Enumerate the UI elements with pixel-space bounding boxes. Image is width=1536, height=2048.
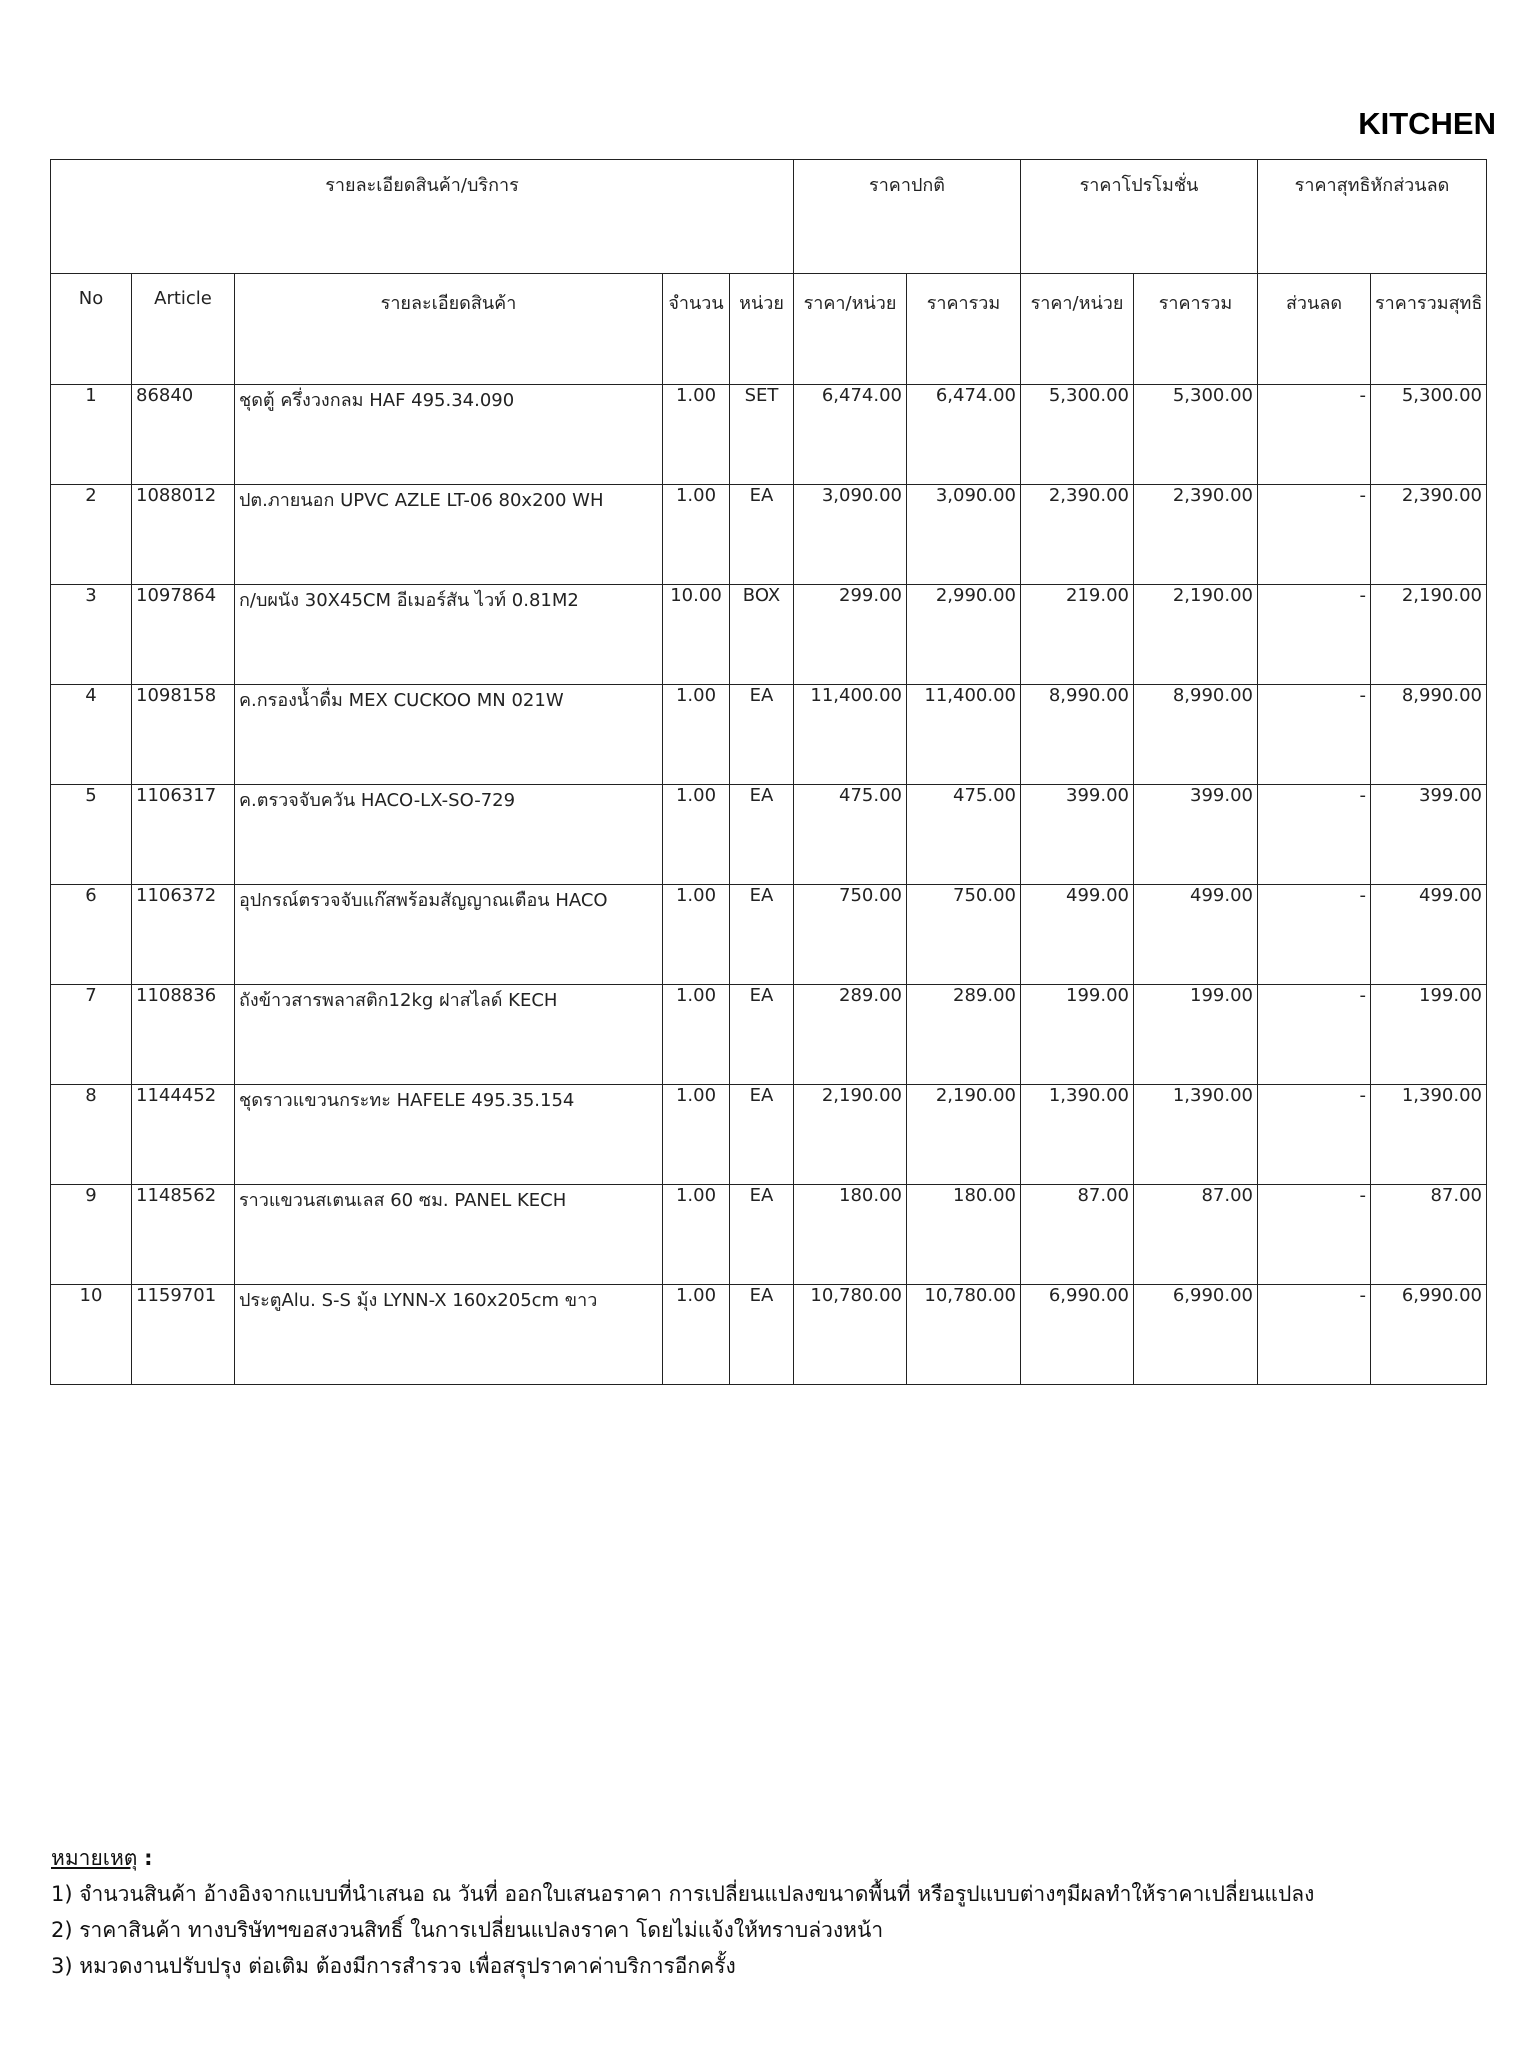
- cell-promo-total: 2,190.00: [1134, 585, 1258, 685]
- cell-qty: 1.00: [663, 1285, 730, 1385]
- cell-promo-total: 199.00: [1134, 985, 1258, 1085]
- cell-discount: -: [1258, 1085, 1371, 1185]
- cell-reg-total: 750.00: [907, 885, 1021, 985]
- cell-unit: EA: [730, 685, 794, 785]
- cell-net-total: 499.00: [1371, 885, 1487, 985]
- cell-description: ค.ตรวจจับควัน HACO-LX-SO-729: [235, 785, 663, 885]
- cell-reg-total: 475.00: [907, 785, 1021, 885]
- group-header-net-price: ราคาสุทธิหักส่วนลด: [1258, 160, 1487, 274]
- cell-article: 1088012: [132, 485, 235, 585]
- cell-no: 5: [51, 785, 132, 885]
- cell-unit: EA: [730, 1285, 794, 1385]
- cell-qty: 1.00: [663, 685, 730, 785]
- group-header-regular-price: ราคาปกติ: [794, 160, 1021, 274]
- cell-no: 8: [51, 1085, 132, 1185]
- col-header-no: No: [51, 274, 132, 385]
- cell-article: 1144452: [132, 1085, 235, 1185]
- cell-reg-total: 6,474.00: [907, 385, 1021, 485]
- cell-promo-total: 5,300.00: [1134, 385, 1258, 485]
- cell-article: 1108836: [132, 985, 235, 1085]
- cell-discount: -: [1258, 485, 1371, 585]
- cell-description: อุปกรณ์ตรวจจับแก๊สพร้อมสัญญาณเตือน HACO: [235, 885, 663, 985]
- cell-unit: EA: [730, 985, 794, 1085]
- cell-net-total: 2,190.00: [1371, 585, 1487, 685]
- cell-reg-unit-price: 2,190.00: [794, 1085, 907, 1185]
- cell-promo-unit-price: 6,990.00: [1021, 1285, 1134, 1385]
- cell-discount: -: [1258, 785, 1371, 885]
- cell-reg-total: 2,190.00: [907, 1085, 1021, 1185]
- note-item: 3) หมวดงานปรับปรุง ต่อเติม ต้องมีการสำรวจ เพื่อสรุปราคาค่าบริการอีกครั้ง: [51, 1954, 736, 1978]
- cell-promo-total: 2,390.00: [1134, 485, 1258, 585]
- column-header-row: [51, 274, 1487, 385]
- table-row: [51, 385, 1487, 485]
- cell-discount: -: [1258, 585, 1371, 685]
- cell-discount: -: [1258, 385, 1371, 485]
- note-item: 1) จำนวนสินค้า อ้างอิงจากแบบที่นำเสนอ ณ วันที่ ออกใบเสนอราคา การเปลี่ยนแปลงขนาดพื้นที่ หรือรูปแบบต่างๆมีผลทำให้ราคาเปลี่ยนแปลง: [51, 1882, 1315, 1906]
- cell-qty: 10.00: [663, 585, 730, 685]
- table-row: [51, 785, 1487, 885]
- cell-article: 1159701: [132, 1285, 235, 1385]
- note-item: 2) ราคาสินค้า ทางบริษัทฯขอสงวนสิทธิ์ ในการเปลี่ยนแปลงราคา โดยไม่แจ้งให้ทราบล่วงหน้า: [51, 1918, 884, 1942]
- notes-heading: [51, 1840, 1314, 1876]
- cell-no: 7: [51, 985, 132, 1085]
- cell-description: ก/บผนัง 30X45CM อีเมอร์สัน ไวท์ 0.81M2: [235, 585, 663, 685]
- cell-net-total: 6,990.00: [1371, 1285, 1487, 1385]
- cell-article: 1098158: [132, 685, 235, 785]
- cell-promo-total: 399.00: [1134, 785, 1258, 885]
- cell-unit: EA: [730, 885, 794, 985]
- cell-net-total: 2,390.00: [1371, 485, 1487, 585]
- col-header-discount: ส่วนลด: [1258, 274, 1371, 385]
- cell-promo-total: 499.00: [1134, 885, 1258, 985]
- cell-no: 6: [51, 885, 132, 985]
- table-row: [51, 885, 1487, 985]
- cell-unit: SET: [730, 385, 794, 485]
- cell-reg-unit-price: 475.00: [794, 785, 907, 885]
- col-header-reg-total: ราคารวม: [907, 274, 1021, 385]
- col-header-qty: จำนวน: [663, 274, 730, 385]
- table-row: [51, 685, 1487, 785]
- cell-no: 10: [51, 1285, 132, 1385]
- cell-reg-unit-price: 6,474.00: [794, 385, 907, 485]
- cell-discount: -: [1258, 1185, 1371, 1285]
- cell-reg-unit-price: 289.00: [794, 985, 907, 1085]
- cell-reg-unit-price: 11,400.00: [794, 685, 907, 785]
- cell-reg-total: 11,400.00: [907, 685, 1021, 785]
- cell-net-total: 87.00: [1371, 1185, 1487, 1285]
- cell-reg-unit-price: 3,090.00: [794, 485, 907, 585]
- col-header-unit: หน่วย: [730, 274, 794, 385]
- notes-title: หมายเหตุ: [51, 1846, 138, 1870]
- cell-description: ประตูAlu. S-S มุ้ง LYNN-X 160x205cm ขาว: [235, 1285, 663, 1385]
- cell-article: 1148562: [132, 1185, 235, 1285]
- cell-discount: -: [1258, 985, 1371, 1085]
- cell-reg-total: 2,990.00: [907, 585, 1021, 685]
- cell-no: 2: [51, 485, 132, 585]
- cell-discount: -: [1258, 885, 1371, 985]
- cell-promo-unit-price: 2,390.00: [1021, 485, 1134, 585]
- cell-unit: BOX: [730, 585, 794, 685]
- cell-qty: 1.00: [663, 1185, 730, 1285]
- cell-description: ราวแขวนสเตนเลส 60 ซม. PANEL KECH: [235, 1185, 663, 1285]
- table-row: [51, 985, 1487, 1085]
- cell-discount: -: [1258, 1285, 1371, 1385]
- cell-promo-unit-price: 8,990.00: [1021, 685, 1134, 785]
- cell-promo-unit-price: 499.00: [1021, 885, 1134, 985]
- cell-reg-unit-price: 299.00: [794, 585, 907, 685]
- cell-description: ชุดตู้ ครึ่งวงกลม HAF 495.34.090: [235, 385, 663, 485]
- cell-net-total: 399.00: [1371, 785, 1487, 885]
- col-header-promo-total: ราคารวม: [1134, 274, 1258, 385]
- cell-promo-total: 8,990.00: [1134, 685, 1258, 785]
- table-row: [51, 1285, 1487, 1385]
- cell-no: 3: [51, 585, 132, 685]
- col-header-reg-unit-price: ราคา/หน่วย: [794, 274, 907, 385]
- table-row: [51, 1085, 1487, 1185]
- group-header-row: [51, 160, 1487, 274]
- notes-section: [51, 1840, 1314, 1984]
- col-header-article: Article: [132, 274, 235, 385]
- cell-unit: EA: [730, 1185, 794, 1285]
- cell-promo-total: 6,990.00: [1134, 1285, 1258, 1385]
- cell-qty: 1.00: [663, 985, 730, 1085]
- cell-qty: 1.00: [663, 885, 730, 985]
- group-header-details: รายละเอียดสินค้า/บริการ: [51, 160, 794, 274]
- cell-no: 9: [51, 1185, 132, 1285]
- cell-unit: EA: [730, 485, 794, 585]
- table-row: [51, 1185, 1487, 1285]
- group-header-promo-price: ราคาโปรโมชั่น: [1021, 160, 1258, 274]
- cell-reg-total: 3,090.00: [907, 485, 1021, 585]
- cell-reg-total: 289.00: [907, 985, 1021, 1085]
- cell-article: 1106317: [132, 785, 235, 885]
- col-header-net-total: ราคารวมสุทธิ: [1371, 274, 1487, 385]
- table-row: [51, 485, 1487, 585]
- cell-no: 4: [51, 685, 132, 785]
- cell-article: 1106372: [132, 885, 235, 985]
- cell-no: 1: [51, 385, 132, 485]
- cell-description: ค.กรองน้ำดื่ม MEX CUCKOO MN 021W: [235, 685, 663, 785]
- cell-net-total: 5,300.00: [1371, 385, 1487, 485]
- col-header-description: รายละเอียดสินค้า: [235, 274, 663, 385]
- cell-description: ถังข้าวสารพลาสติก12kg ฝาสไลด์ KECH: [235, 985, 663, 1085]
- cell-promo-unit-price: 87.00: [1021, 1185, 1134, 1285]
- cell-net-total: 1,390.00: [1371, 1085, 1487, 1185]
- cell-description: ปต.ภายนอก UPVC AZLE LT-06 80x200 WH: [235, 485, 663, 585]
- cell-promo-unit-price: 219.00: [1021, 585, 1134, 685]
- notes-colon: :: [144, 1846, 153, 1870]
- cell-net-total: 199.00: [1371, 985, 1487, 1085]
- cell-reg-unit-price: 750.00: [794, 885, 907, 985]
- cell-promo-unit-price: 5,300.00: [1021, 385, 1134, 485]
- cell-qty: 1.00: [663, 1085, 730, 1185]
- cell-reg-total: 180.00: [907, 1185, 1021, 1285]
- cell-qty: 1.00: [663, 485, 730, 585]
- cell-description: ชุดราวแขวนกระทะ HAFELE 495.35.154: [235, 1085, 663, 1185]
- cell-net-total: 8,990.00: [1371, 685, 1487, 785]
- cell-promo-unit-price: 1,390.00: [1021, 1085, 1134, 1185]
- cell-reg-unit-price: 10,780.00: [794, 1285, 907, 1385]
- cell-reg-total: 10,780.00: [907, 1285, 1021, 1385]
- col-header-promo-unit-price: ราคา/หน่วย: [1021, 274, 1134, 385]
- cell-article: 86840: [132, 385, 235, 485]
- cell-promo-unit-price: 199.00: [1021, 985, 1134, 1085]
- cell-unit: EA: [730, 1085, 794, 1185]
- quotation-table: [50, 159, 1487, 1385]
- cell-qty: 1.00: [663, 785, 730, 885]
- cell-discount: -: [1258, 685, 1371, 785]
- cell-promo-total: 87.00: [1134, 1185, 1258, 1285]
- cell-reg-unit-price: 180.00: [794, 1185, 907, 1285]
- cell-qty: 1.00: [663, 385, 730, 485]
- cell-unit: EA: [730, 785, 794, 885]
- cell-article: 1097864: [132, 585, 235, 685]
- page-title: KITCHEN: [1358, 106, 1496, 141]
- cell-promo-total: 1,390.00: [1134, 1085, 1258, 1185]
- table-row: [51, 585, 1487, 685]
- cell-promo-unit-price: 399.00: [1021, 785, 1134, 885]
